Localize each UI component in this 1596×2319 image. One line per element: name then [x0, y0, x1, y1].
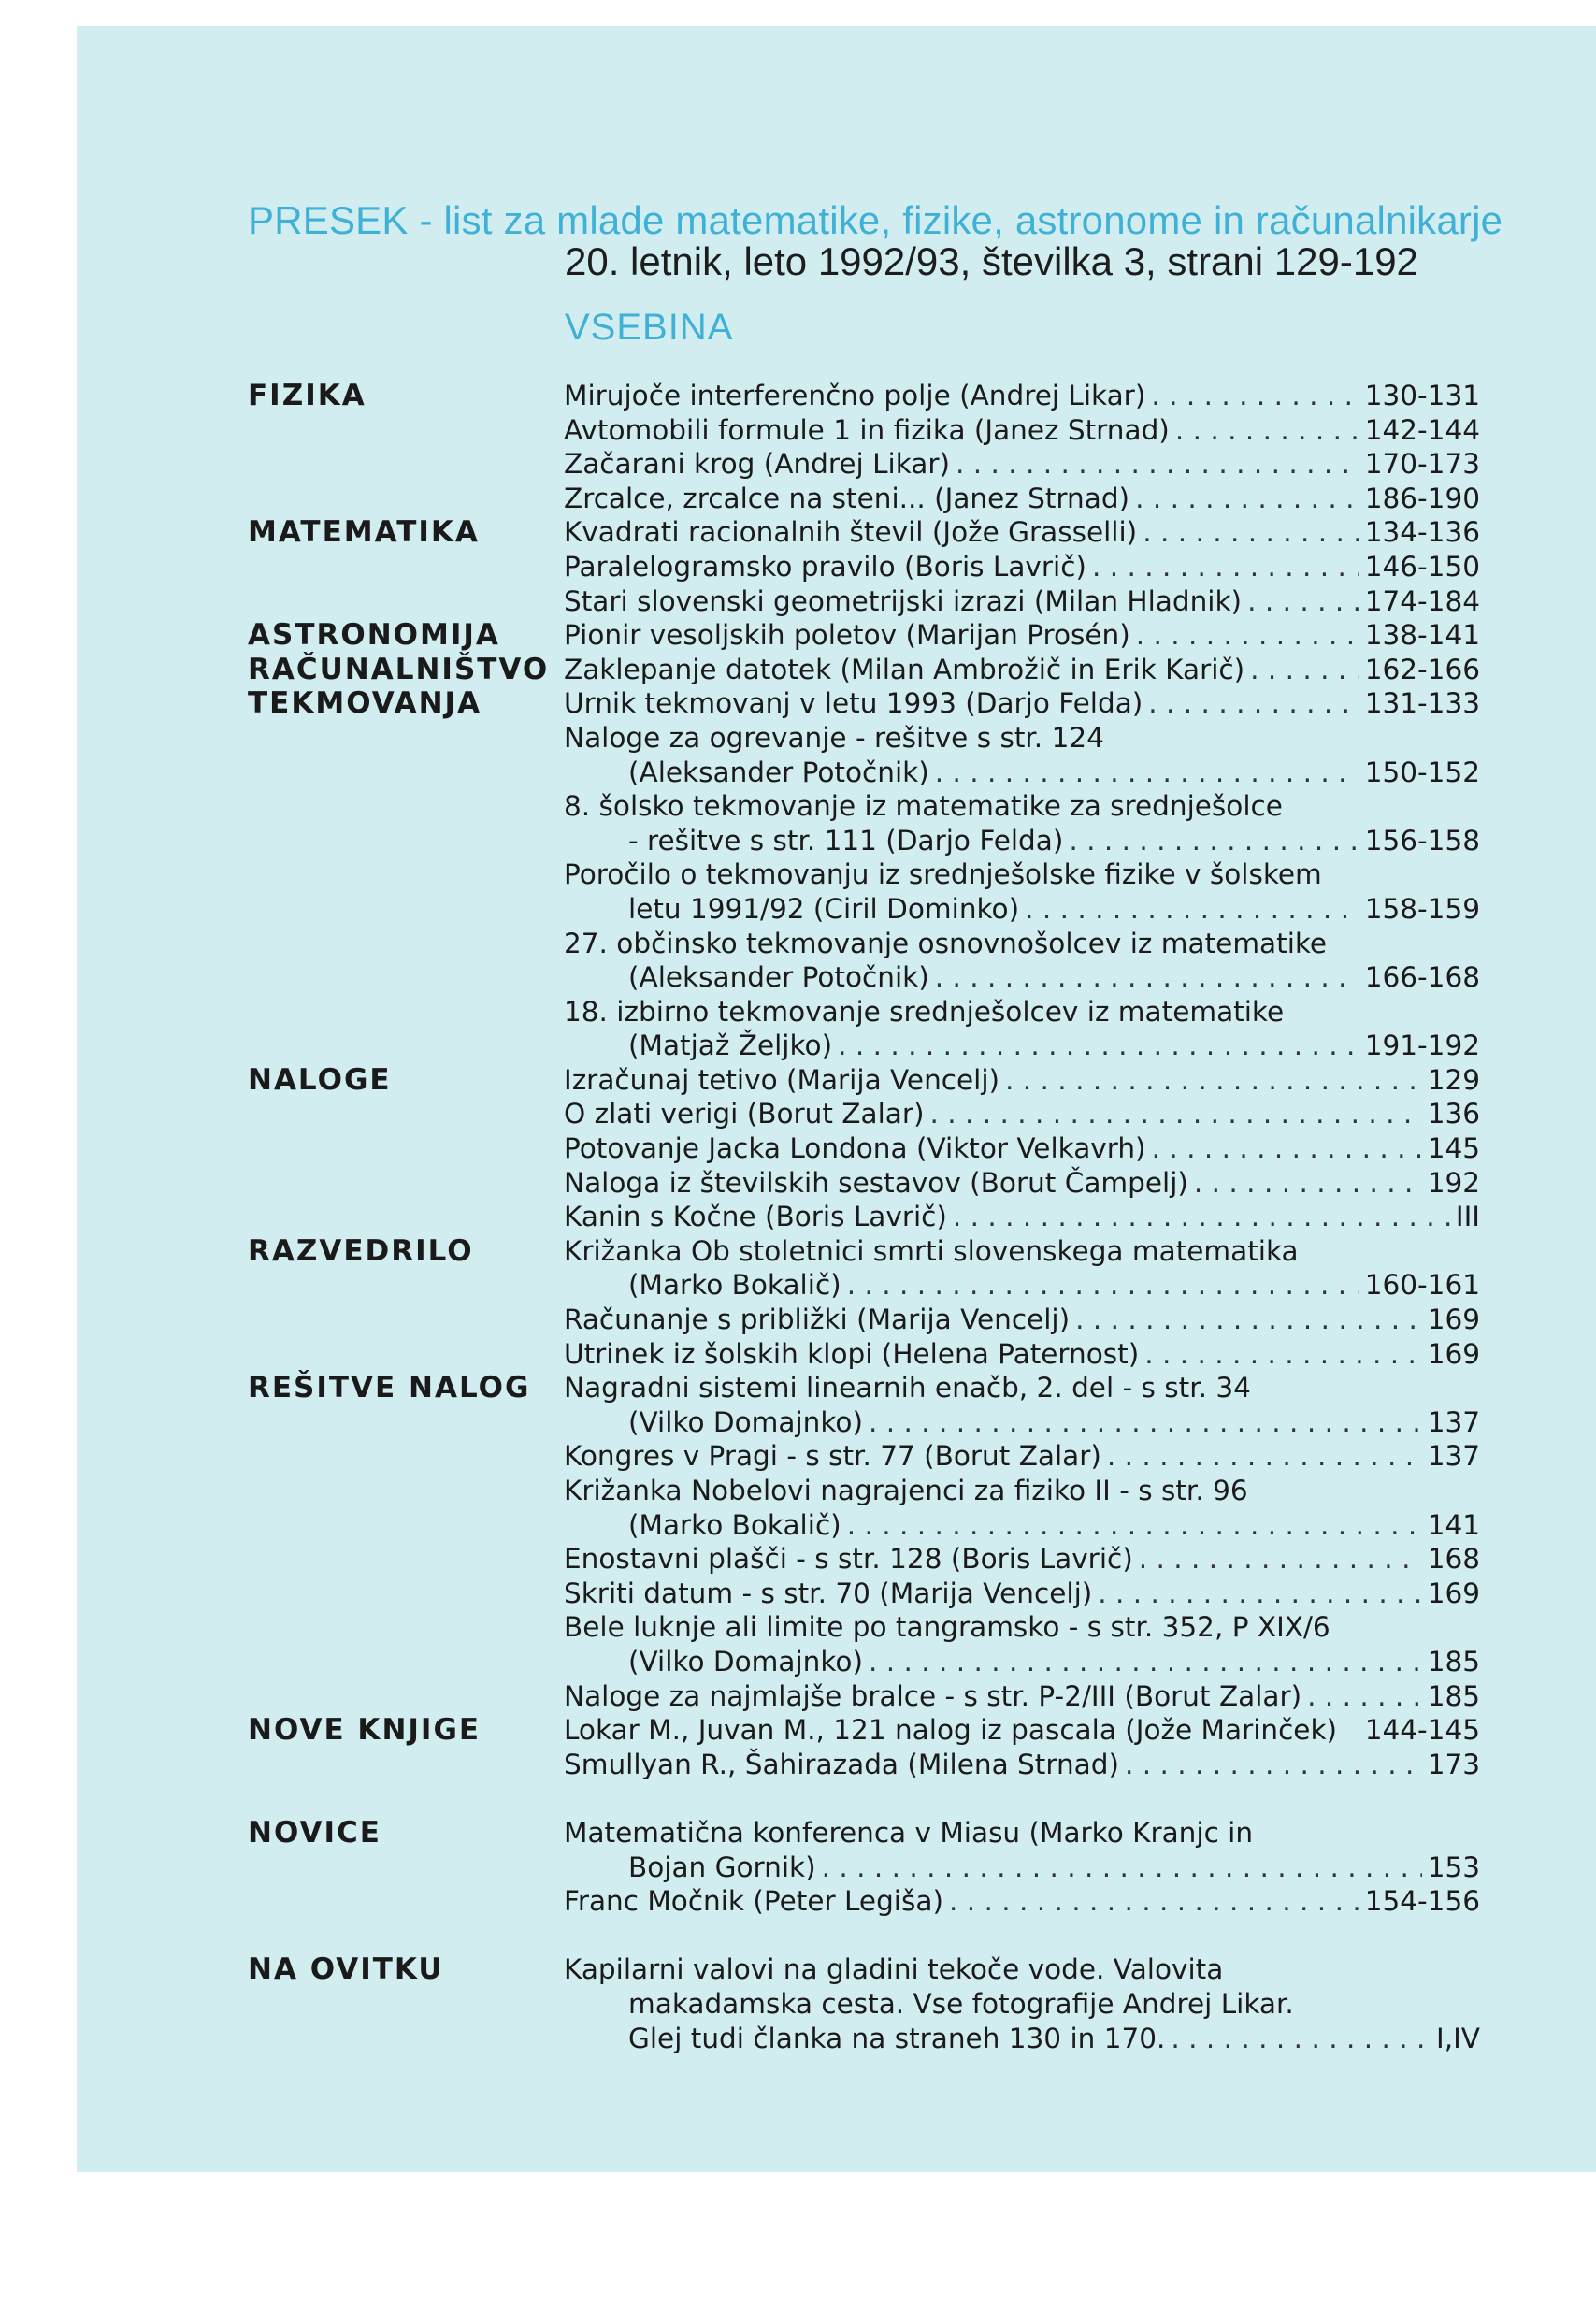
toc-entry-title: (Marko Bokalič) — [628, 1269, 841, 1302]
toc-row — [0, 1337, 1596, 1372]
toc-row — [0, 1645, 1596, 1679]
toc-page-number: 169 — [1427, 1337, 1480, 1370]
toc-entry-title: Kvadrati racionalnih števil (Jože Grasselli) — [564, 516, 1138, 549]
dot-leader — [1307, 1679, 1422, 1713]
dot-leader — [1194, 1166, 1422, 1200]
toc-entry — [564, 686, 1480, 720]
toc-entry — [564, 1131, 1480, 1165]
toc-page-number: 185 — [1427, 1645, 1480, 1678]
dot-leader — [953, 1200, 1450, 1233]
dot-leader — [1025, 892, 1359, 926]
toc-entry-title: Kanin s Kočne (Boris Lavrič) — [564, 1201, 947, 1233]
toc-entry — [564, 1166, 1480, 1200]
dot-leader — [869, 1645, 1422, 1678]
toc-entry-title: Kapilarni valovi na gladini tekoče vode. Valovita — [564, 1953, 1224, 1986]
toc-page-number: 137 — [1427, 1440, 1480, 1473]
toc-page-number: 150-152 — [1364, 756, 1480, 788]
dot-leader — [847, 1268, 1359, 1302]
issue-info: 20. letnik, leto 1992/93, številka 3, strani 129-192 — [565, 239, 1418, 283]
toc-entry — [628, 892, 1480, 926]
toc-entry-title: (Aleksander Potočnik) — [628, 756, 929, 788]
toc-entry — [564, 1952, 1480, 1986]
toc-entry-title: Zaklepanje datotek (Milan Ambrožič in Erik Karič) — [564, 653, 1245, 685]
toc-entry-title: Pionir vesoljskih poletov (Marijan Prosén) — [564, 619, 1130, 652]
toc-entry — [564, 1200, 1480, 1233]
dot-leader — [838, 1029, 1359, 1062]
toc-row — [0, 892, 1596, 927]
toc-page-number: 131-133 — [1364, 687, 1480, 720]
toc-entry-title: makadamska cesta. Vse fotografije Andrej Likar. — [628, 1987, 1294, 2020]
toc-page-number: 158-159 — [1364, 892, 1480, 925]
toc-page-number: 136 — [1427, 1098, 1480, 1131]
toc-entry — [564, 927, 1480, 960]
toc-row — [0, 1952, 1596, 1987]
dot-leader — [1092, 550, 1359, 583]
toc-entry — [628, 1645, 1480, 1678]
toc-entry-title: Poročilo o tekmovanju iz srednješolske fizike v šolskem — [564, 858, 1322, 891]
toc-row — [0, 1816, 1596, 1851]
dot-leader — [1152, 1131, 1422, 1165]
toc-entry-title: letu 1991/92 (Ciril Dominko) — [628, 892, 1020, 925]
toc-page-number: 141 — [1427, 1508, 1480, 1541]
toc-row — [0, 1577, 1596, 1611]
toc-entry — [564, 1337, 1480, 1371]
toc-entry-title: Glej tudi članka na straneh 130 in 170. — [628, 2022, 1166, 2054]
toc-entry — [628, 1851, 1480, 1884]
toc-entry-title: Računanje s približki (Marija Vencelj) — [564, 1304, 1071, 1336]
toc-row — [0, 653, 1596, 687]
toc-page-number: 144-145 — [1364, 1714, 1480, 1747]
toc-entry — [564, 413, 1480, 447]
toc-entry — [564, 550, 1480, 583]
dot-leader — [847, 1508, 1422, 1542]
toc-row — [0, 927, 1596, 961]
toc-row — [0, 413, 1596, 448]
toc-entry — [564, 1816, 1480, 1850]
toc-row — [0, 1679, 1596, 1714]
toc-category: NALOGE — [248, 1062, 392, 1097]
toc-entry-title: Bele luknje ali limite po tangramsko - s str. 352, P XIX/6 — [564, 1611, 1330, 1644]
dot-leader — [1171, 2022, 1431, 2055]
toc-entry — [564, 789, 1480, 823]
toc-entry — [564, 584, 1480, 618]
toc-row — [0, 1063, 1596, 1098]
toc-row — [0, 1508, 1596, 1543]
toc-entry — [564, 857, 1480, 891]
toc-row — [0, 1268, 1596, 1303]
table-of-contents — [0, 379, 1596, 2055]
dot-leader — [1144, 1337, 1421, 1371]
toc-entry — [564, 721, 1480, 755]
toc-entry-title: Urnik tekmovanj v letu 1993 (Darjo Felda) — [564, 687, 1143, 720]
toc-row — [0, 1610, 1596, 1645]
toc-entry-title: Smullyan R., Šahirazada (Milena Strnad) — [564, 1748, 1119, 1780]
toc-page-number: 145 — [1427, 1132, 1480, 1165]
toc-entry — [628, 2022, 1480, 2055]
toc-entry-title: Naloge za najmlajše bralce - s str. P-2/III (Borut Zalar) — [564, 1679, 1302, 1712]
toc-page-number: 186-190 — [1364, 482, 1480, 514]
dot-leader — [956, 447, 1359, 481]
toc-page-number: 130-131 — [1364, 380, 1480, 411]
dot-leader — [949, 1884, 1359, 1918]
toc-category: RAZVEDRILO — [248, 1233, 474, 1268]
toc-entry-title: Franc Močnik (Peter Legiša) — [564, 1885, 943, 1918]
toc-entry-title: 27. občinsko tekmovanje osnovnošolcev iz matematike — [564, 927, 1328, 959]
toc-entry-title: Skriti datum - s str. 70 (Marija Vencelj) — [564, 1577, 1093, 1609]
toc-row — [0, 1439, 1596, 1474]
toc-entry — [564, 1097, 1480, 1131]
toc-row — [0, 482, 1596, 516]
dot-leader — [1098, 1577, 1421, 1610]
toc-entry — [628, 1987, 1480, 2021]
toc-page-number: 162-166 — [1364, 653, 1480, 685]
toc-row — [0, 1234, 1596, 1269]
toc-row — [0, 1200, 1596, 1234]
toc-entry — [564, 1679, 1480, 1713]
toc-entry-title: Utrinek iz šolskih klopi (Helena Paternost) — [564, 1337, 1140, 1370]
toc-row — [0, 857, 1596, 892]
toc-page-number: 134-136 — [1364, 516, 1480, 549]
toc-page-number: 174-184 — [1364, 584, 1480, 617]
toc-entry-title: Kongres v Pragi - s str. 77 (Borut Zalar) — [564, 1440, 1101, 1473]
toc-category: FIZIKA — [248, 379, 367, 412]
toc-entry-title: (Aleksander Potočnik) — [628, 961, 929, 994]
toc-row — [0, 686, 1596, 721]
toc-row — [0, 1542, 1596, 1577]
toc-entry — [564, 1063, 1480, 1097]
toc-category: NA OVITKU — [248, 1952, 444, 1987]
toc-page-number: 166-168 — [1364, 961, 1480, 994]
toc-page-number: 153 — [1427, 1851, 1480, 1883]
toc-entry-title: Nagradni sistemi linearnih enačb, 2. del - s str. 34 — [564, 1372, 1251, 1404]
toc-entry-title: Potovanje Jacka Londona (Viktor Velkavrh) — [564, 1132, 1146, 1165]
toc-row — [0, 1097, 1596, 1131]
dot-leader — [1250, 653, 1359, 686]
toc-row — [0, 1987, 1596, 2022]
toc-entry — [564, 1713, 1480, 1747]
toc-entry-title: Začarani krog (Andrej Likar) — [564, 448, 950, 481]
dot-leader — [822, 1851, 1422, 1884]
toc-row — [0, 550, 1596, 584]
toc-entry — [564, 1884, 1480, 1918]
toc-entry — [628, 960, 1480, 994]
toc-entry — [628, 1268, 1480, 1302]
toc-entry-title: Mirujoče interferenčno polje (Andrej Likar) — [564, 380, 1146, 411]
toc-entry-title: 18. izbirno tekmovanje srednješolcev iz matematike — [564, 995, 1285, 1028]
toc-row — [0, 789, 1596, 824]
toc-page-number: 129 — [1427, 1063, 1480, 1096]
dot-leader — [1005, 1063, 1422, 1097]
toc-row — [0, 618, 1596, 653]
toc-category: RAČUNALNIŠTVO — [248, 652, 550, 686]
toc-entry-title: Naloge za ogrevanje - rešitve s str. 124 — [564, 721, 1104, 754]
dot-leader — [1107, 1439, 1422, 1473]
dot-leader — [1151, 379, 1359, 412]
toc-entry — [564, 1474, 1480, 1507]
toc-entry — [564, 515, 1480, 549]
toc-page-number: 142-144 — [1364, 413, 1480, 446]
toc-row — [0, 447, 1596, 482]
dot-leader — [1247, 584, 1359, 618]
toc-spacer — [0, 1781, 1596, 1816]
toc-row — [0, 584, 1596, 619]
toc-entry-title: Izračunaj tetivo (Marija Vencelj) — [564, 1063, 1000, 1096]
toc-entry-title: 8. šolsko tekmovanje iz matematike za srednješolce — [564, 790, 1283, 823]
toc-row — [0, 1884, 1596, 1919]
toc-category: ASTRONOMIJA — [248, 618, 500, 653]
toc-entry-title: Stari slovenski geometrijski izrazi (Milan Hladnik) — [564, 584, 1243, 617]
toc-row — [0, 515, 1596, 550]
dot-leader — [1136, 618, 1359, 652]
toc-entry — [564, 1748, 1480, 1781]
dot-leader — [1143, 515, 1359, 549]
toc-entry-title: Križanka Nobelovi nagrajenci za fiziko II - s str. 96 — [564, 1475, 1248, 1506]
toc-page-number: III — [1455, 1201, 1480, 1233]
toc-entry-title: Zrcalce, zrcalce na steni... (Janez Strnad) — [564, 482, 1130, 514]
toc-entry-title: - rešitve s str. 111 (Darjo Felda) — [628, 824, 1064, 857]
toc-page-number: 137 — [1427, 1405, 1480, 1438]
dot-leader — [1125, 1748, 1422, 1781]
toc-entry — [564, 1303, 1480, 1336]
toc-category: NOVE KNJIGE — [248, 1713, 482, 1748]
toc-page-number: 169 — [1427, 1577, 1480, 1609]
toc-entry-title: Enostavni plašči - s str. 128 (Boris Lavrič) — [564, 1543, 1133, 1576]
toc-row — [0, 721, 1596, 756]
toc-entry — [628, 756, 1480, 789]
toc-page-number: 146-150 — [1364, 550, 1480, 583]
toc-entry — [564, 1610, 1480, 1644]
toc-entry-title: Lokar M., Juvan M., 121 nalog iz pascala (Jože Marinček) — [564, 1714, 1338, 1747]
toc-row — [0, 995, 1596, 1030]
toc-entry — [628, 824, 1480, 857]
toc-page-number: I,IV — [1436, 2022, 1480, 2054]
toc-row — [0, 1474, 1596, 1508]
toc-row — [0, 1405, 1596, 1440]
toc-page-number: 160-161 — [1364, 1269, 1480, 1302]
toc-row — [0, 1131, 1596, 1166]
toc-entry — [564, 1234, 1480, 1268]
journal-title: PRESEK - list za mlade matematike, fizike, astronome in računalnikarje — [248, 198, 1503, 242]
toc-spacer — [0, 1919, 1596, 1953]
toc-entry-title: Naloga iz številskih sestavov (Borut Čampelj) — [564, 1166, 1188, 1199]
toc-entry-title: (Vilko Domajnko) — [628, 1645, 863, 1678]
toc-row — [0, 1029, 1596, 1063]
toc-entry — [628, 1029, 1480, 1062]
toc-entry-title: Matematična konferenca v Miasu (Marko Kranjc in — [564, 1816, 1254, 1849]
toc-entry-title: Križanka Ob stoletnici smrti slovenskega matematika — [564, 1234, 1299, 1267]
toc-row — [0, 1166, 1596, 1201]
toc-row — [0, 1713, 1596, 1748]
dot-leader — [935, 960, 1359, 994]
dot-leader — [869, 1405, 1422, 1439]
toc-row — [0, 960, 1596, 995]
toc-entry — [564, 618, 1480, 652]
toc-entry — [564, 482, 1480, 515]
toc-entry — [628, 1405, 1480, 1439]
toc-page-number: 185 — [1427, 1679, 1480, 1712]
dot-leader — [1175, 413, 1359, 447]
toc-entry — [564, 1439, 1480, 1473]
dot-leader — [1148, 686, 1359, 720]
toc-entry — [564, 447, 1480, 481]
toc-row — [0, 1303, 1596, 1337]
toc-page-number: 173 — [1427, 1748, 1480, 1780]
toc-row — [0, 379, 1596, 413]
toc-entry-title: Paralelogramsko pravilo (Boris Lavrič) — [564, 550, 1086, 583]
toc-row — [0, 2022, 1596, 2056]
dot-leader — [1135, 482, 1359, 515]
toc-category: TEKMOVANJA — [248, 686, 482, 721]
toc-entry — [564, 653, 1480, 686]
contents-heading: VSEBINA — [565, 307, 734, 348]
toc-row — [0, 824, 1596, 858]
toc-entry-title: O zlati verigi (Borut Zalar) — [564, 1098, 925, 1131]
dot-leader — [1139, 1542, 1422, 1576]
toc-entry-title: Bojan Gornik) — [628, 1851, 816, 1883]
toc-entry — [564, 995, 1480, 1029]
toc-page-number: 168 — [1427, 1543, 1480, 1576]
toc-row — [0, 756, 1596, 790]
toc-entry-title: (Vilko Domajnko) — [628, 1405, 863, 1438]
toc-row — [0, 1748, 1596, 1782]
dot-leader — [1069, 824, 1359, 857]
toc-page-number: 191-192 — [1364, 1030, 1480, 1062]
toc-page-number: 138-141 — [1364, 619, 1480, 652]
toc-category: REŠITVE NALOG — [248, 1371, 531, 1405]
toc-entry-title: Avtomobili formule 1 in fizika (Janez Strnad) — [564, 413, 1170, 446]
toc-page-number: 192 — [1427, 1166, 1480, 1199]
toc-row — [0, 1851, 1596, 1885]
toc-entry — [628, 1508, 1480, 1542]
toc-row — [0, 1371, 1596, 1405]
dot-leader — [1075, 1303, 1422, 1336]
toc-entry — [564, 1577, 1480, 1610]
toc-entry — [564, 1371, 1480, 1404]
toc-category: MATEMATIKA — [248, 515, 480, 550]
toc-page-number: 170-173 — [1364, 448, 1480, 481]
toc-page-number: 154-156 — [1364, 1885, 1480, 1918]
toc-entry-title: (Marko Bokalič) — [628, 1508, 841, 1541]
dot-leader — [935, 756, 1359, 789]
toc-page-number: 169 — [1427, 1304, 1480, 1336]
toc-entry — [564, 1542, 1480, 1576]
toc-category: NOVICE — [248, 1815, 381, 1850]
toc-entry — [564, 379, 1480, 412]
toc-entry-title: (Matjaž Željko) — [628, 1030, 833, 1062]
dot-leader — [930, 1097, 1422, 1131]
toc-page-number: 156-158 — [1364, 824, 1480, 857]
